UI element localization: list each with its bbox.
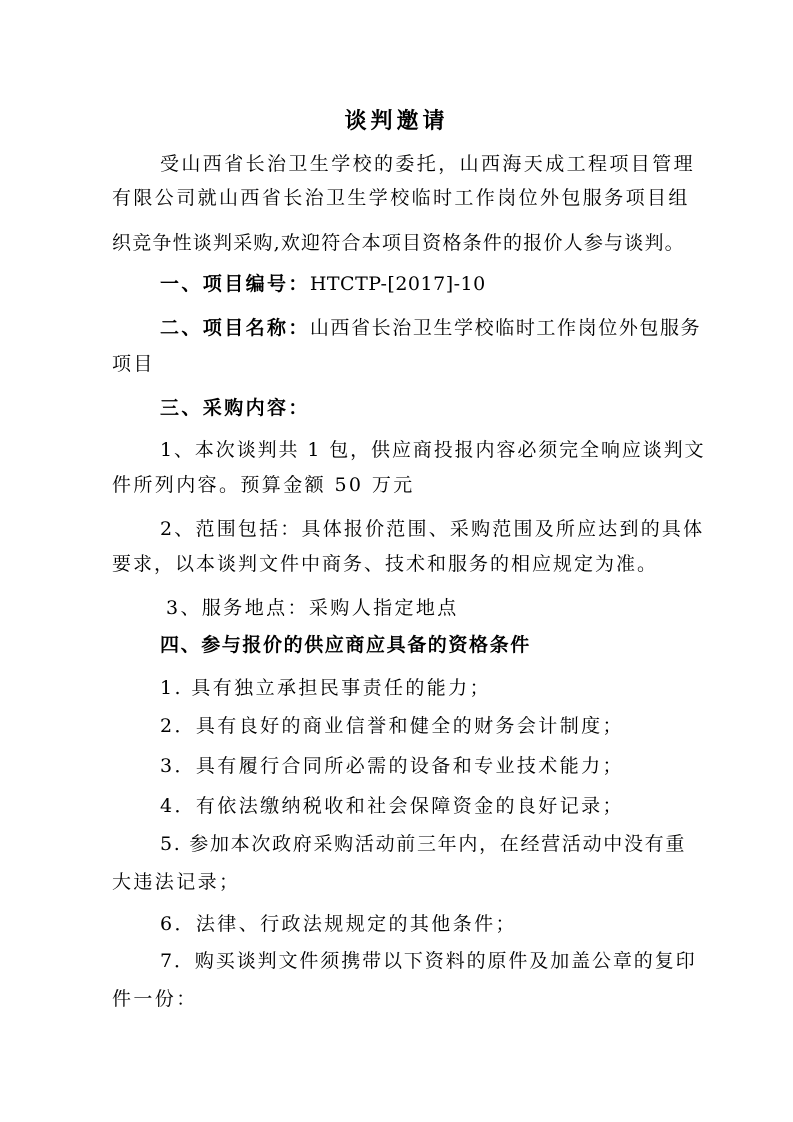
section4-item7-line2: 件一份： [112,988,198,1010]
section1-line [160,270,740,298]
document-title: 谈判邀请 [344,109,449,134]
section2-heading: 二、项目名称： [160,317,310,339]
section4-item5-line1: 5. 参加本次政府采购活动前三年内，在经营活动中没有重 [160,833,687,855]
section3-item3: 3、服务地点：采购人指定地点 [166,597,459,619]
section4-item6: 6．法律、行政法规规定的其他条件； [160,913,517,935]
section4-item5-line2: 大违法记录； [112,871,241,893]
section3-item2-line1: 2、范围包括：具体报价范围、采购范围及所应达到的具体 [160,518,705,540]
section4-item2: 2．具有良好的商业信誉和健全的财务会计制度； [160,715,624,737]
intro-line-1: 受山西省长治卫生学校的委托，山西海天成工程项目管理 [160,153,696,175]
project-name: 山西省长治卫生学校临时工作岗位外包服务 [309,317,702,339]
section2-line [160,314,740,342]
project-name-cont: 项目 [112,353,155,375]
section3-item1-line1: 1、本次谈判共 1 包，供应商投报内容必须完全响应谈判文 [160,439,706,461]
section3-heading: 三、采购内容： [160,397,310,419]
section1-heading: 一、项目编号： [160,273,310,295]
section4-item1: 1. 具有独立承担民事责任的能力； [160,677,491,699]
section3-item1-line2: 件所列内容。预算金额 50 万元 [112,474,415,496]
section4-heading: 四、参与报价的供应商应具备的资格条件 [160,634,531,656]
intro-line-2: 有限公司就山西省长治卫生学校临时工作岗位外包服务项目组 [112,187,690,209]
section4-item3: 3．具有履行合同所必需的设备和专业技术能力； [160,755,624,777]
section4-item4: 4．有依法缴纳税收和社会保障资金的良好记录； [160,795,624,817]
section4-item7-line1: 7．购买谈判文件须携带以下资料的原件及加盖公章的复印 [160,950,697,972]
intro-line-3: 织竞争性谈判采购,欢迎符合本项目资格条件的报价人参与谈判。 [112,232,685,254]
section3-item2-line2: 要求，以本谈判文件中商务、技术和服务的相应规定为准。 [112,553,659,575]
project-number: HTCTP-[2017]-10 [309,273,486,295]
